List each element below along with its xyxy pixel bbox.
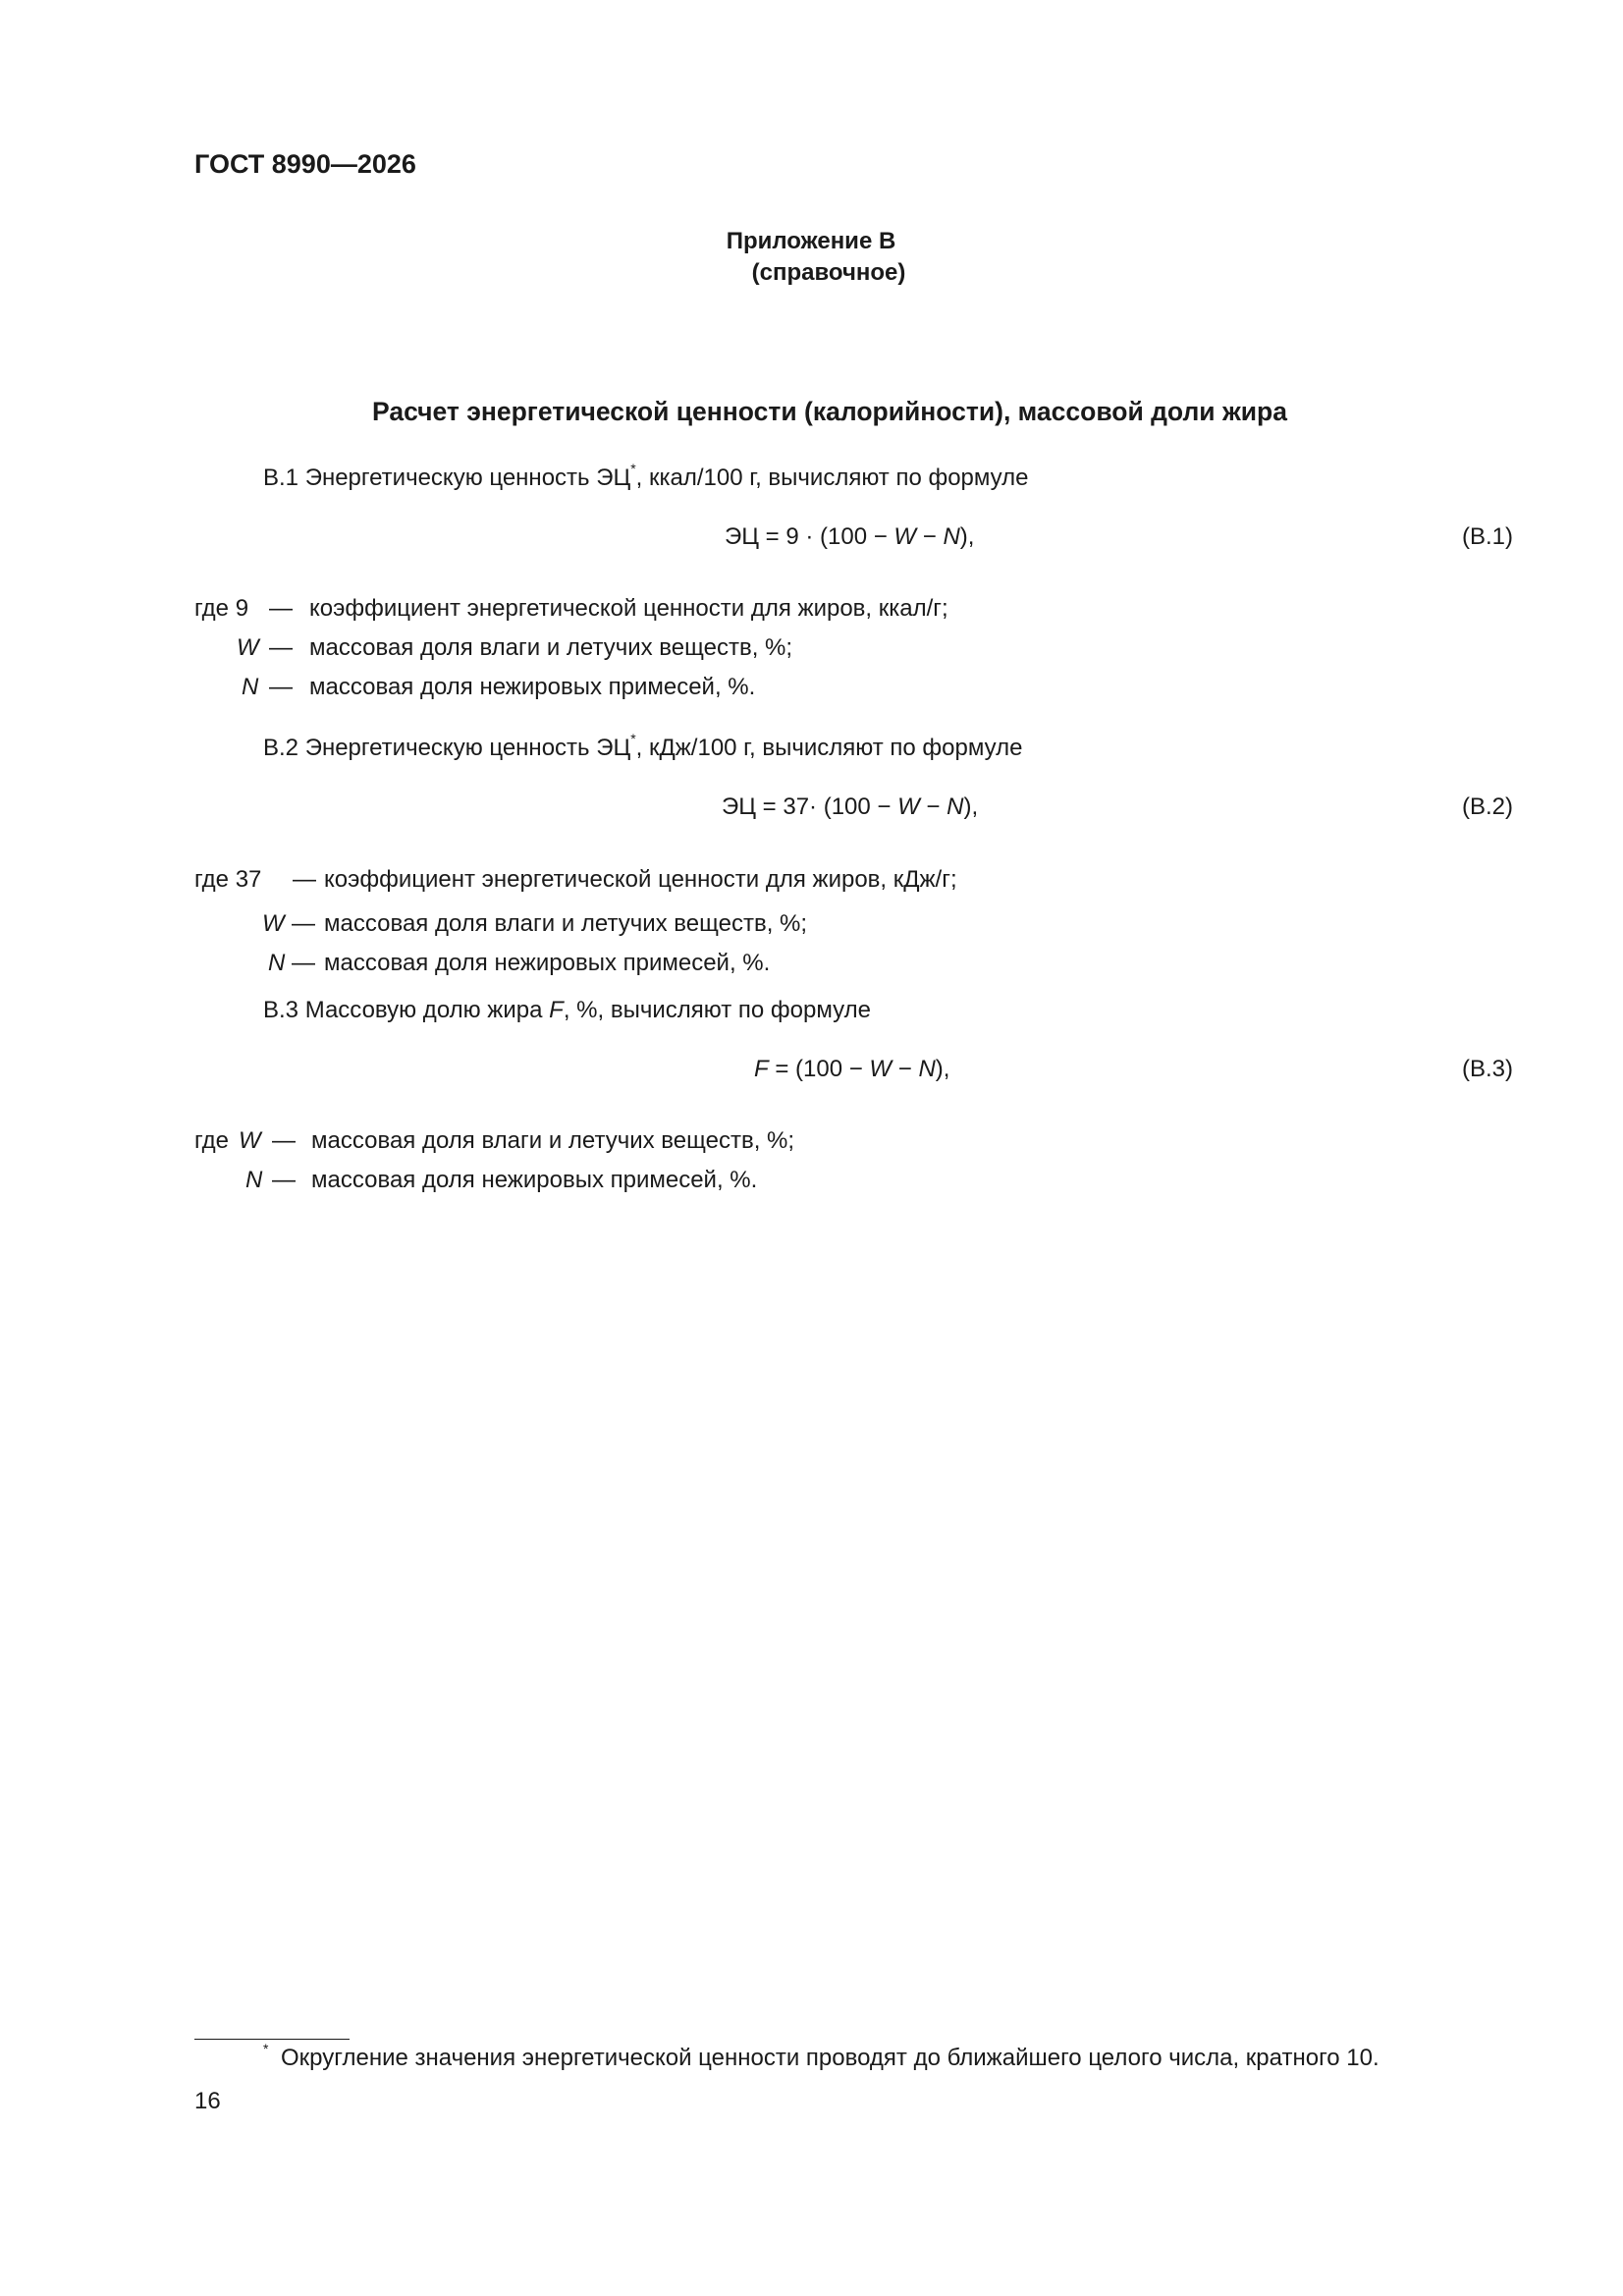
where-dash: —: [293, 866, 316, 893]
where-dash: —: [269, 595, 293, 622]
paragraph-b1-text: В.1 Энергетическую ценность ЭЦ: [263, 465, 631, 491]
equation-number-b1: (В.1): [1461, 523, 1513, 550]
formula-var-w: W: [897, 793, 920, 820]
formula-var-n: N: [918, 1056, 936, 1082]
page-number: 16: [194, 2088, 221, 2114]
formula-b2: [722, 793, 978, 821]
where-symbol: W: [237, 634, 259, 661]
paragraph-b3-text: В.3 Массовую долю жира: [263, 997, 550, 1023]
formula-part: = (100 −: [768, 1056, 870, 1082]
formula-part: ),: [959, 523, 975, 550]
where-symbol: N: [245, 1167, 263, 1193]
formula-part: ),: [935, 1056, 950, 1082]
where-symbol: N: [268, 950, 286, 976]
formula-part: ),: [963, 793, 979, 820]
paragraph-b1-text-cont: , ккал/100 г, вычисляют по формуле: [635, 465, 1029, 491]
footnote-separator: [194, 2039, 350, 2040]
formula-part: ЭЦ = 9 · (100 −: [725, 523, 894, 550]
where-desc: массовая доля влаги и летучих веществ, %;: [309, 634, 793, 661]
appendix-title: Приложение В: [726, 228, 896, 254]
where-symbol: N: [242, 674, 259, 700]
where-dash: —: [272, 1167, 296, 1193]
where-desc: массовая доля нежировых примесей, %.: [324, 950, 771, 976]
paragraph-b3: [263, 997, 871, 1024]
formula-part: −: [892, 1056, 919, 1082]
formula-var-w: W: [893, 523, 917, 550]
where-desc: массовая доля влаги и летучих веществ, %;: [324, 910, 808, 937]
section-title: Расчет энергетической ценности (калорийности), массовой доли жира: [372, 397, 1287, 426]
where-desc: коэффициент энергетической ценности для жиров, ккал/г;: [309, 595, 948, 622]
paragraph-b3-text-cont: , %, вычисляют по формуле: [563, 997, 871, 1023]
paragraph-b2: [263, 731, 1023, 762]
formula-part: −: [916, 523, 944, 550]
where-dash: —: [292, 910, 315, 937]
footnote-text: Округление значения энергетической ценности проводят до ближайшего целого числа, кратного 10.: [281, 2045, 1380, 2071]
where-dash: —: [292, 950, 315, 976]
formula-var-f: F: [754, 1056, 769, 1082]
formula-b3: [754, 1056, 949, 1083]
appendix-subtitle: (справочное): [751, 259, 906, 286]
where-dash: —: [269, 674, 293, 700]
footnote-reference: *: [630, 461, 636, 476]
where-desc: коэффициент энергетической ценности для жиров, кДж/г;: [324, 866, 957, 893]
where-symbol: W: [239, 1127, 261, 1154]
paragraph-b2-text-cont: , кДж/100 г, вычисляют по формуле: [635, 735, 1023, 761]
paragraph-b3-var-f: F: [549, 997, 564, 1023]
footnote-mark: *: [263, 2041, 269, 2056]
document-id: ГОСТ 8990—2026: [194, 149, 416, 179]
where-dash: —: [269, 634, 293, 661]
where-label-b1: где 9: [194, 595, 249, 622]
equation-number-b3: (В.3): [1461, 1056, 1513, 1082]
footnote-reference: *: [630, 731, 636, 746]
paragraph-b2-text: В.2 Энергетическую ценность ЭЦ: [263, 735, 631, 761]
where-label-b2: где 37: [194, 866, 262, 893]
formula-var-n: N: [947, 793, 964, 820]
formula-part: ЭЦ = 37· (100 −: [722, 793, 898, 820]
formula-var-n: N: [943, 523, 960, 550]
formula-var-w: W: [869, 1056, 893, 1082]
where-label-b3: где: [194, 1127, 230, 1154]
where-symbol: W: [262, 910, 285, 937]
where-desc: массовая доля нежировых примесей, %.: [309, 674, 756, 700]
formula-part: −: [919, 793, 947, 820]
paragraph-b1: [263, 461, 1029, 492]
where-desc: массовая доля влаги и летучих веществ, %;: [311, 1127, 795, 1154]
formula-b1: [725, 523, 974, 551]
equation-number-b2: (В.2): [1461, 793, 1513, 820]
where-desc: массовая доля нежировых примесей, %.: [311, 1167, 758, 1193]
where-dash: —: [272, 1127, 296, 1154]
